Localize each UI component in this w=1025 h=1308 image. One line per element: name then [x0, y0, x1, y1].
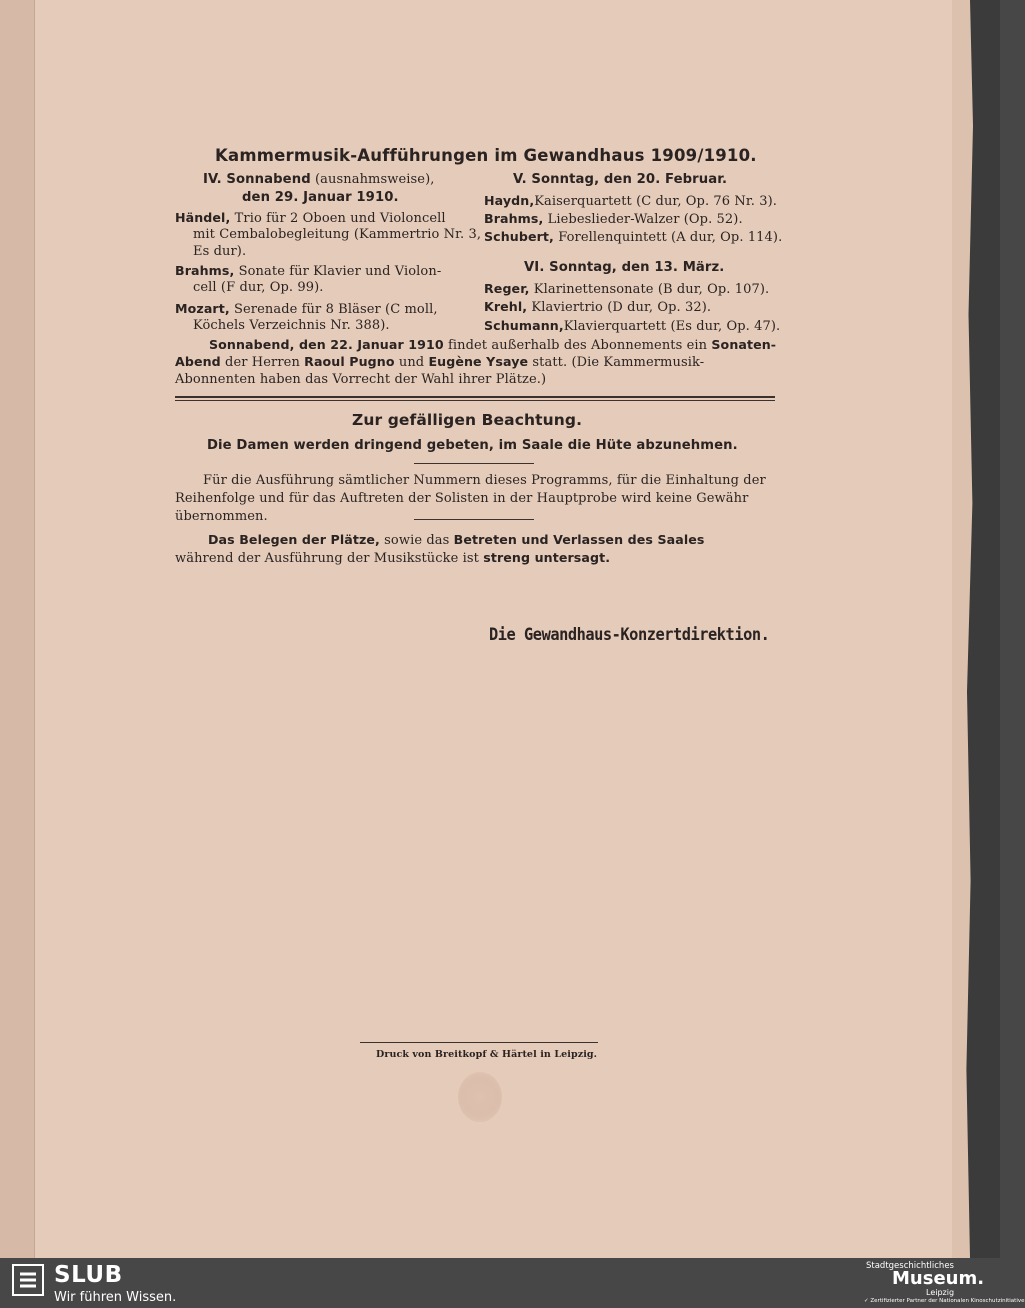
seats-text: sowie das — [384, 533, 450, 548]
performer-ysaye: Eugène Ysaye — [428, 354, 529, 369]
concert-v-item-2 — [484, 210, 743, 229]
work-text: Klavierquartett (Es dur, Op. 47). — [563, 319, 781, 334]
composer-haendel: Händel, — [175, 210, 231, 225]
seats-bold: Das Belegen der Plätze, — [208, 532, 380, 547]
notice-liability-line-1: Für die Ausführung sämtlicher Nummern dieses Programms, für die Einhaltung der — [203, 473, 766, 488]
concert-iv-heading-note: (ausnahmsweise), — [315, 172, 435, 187]
work-text: Klarinettensonate (B dur, Op. 107). — [533, 282, 770, 297]
concert-v-heading: V. Sonntag, den 20. Februar. — [513, 172, 728, 187]
concert-iv-heading — [203, 171, 435, 189]
notice-seats-line-2 — [175, 549, 610, 568]
seats-bold: Betreten und Verlassen des Saales — [453, 532, 705, 547]
notice-hats: Die Damen werden dringend gebeten, im Saale die Hüte abzunehmen. — [207, 438, 738, 453]
composer-reger: Reger, — [484, 281, 530, 296]
performer-pugno: Raoul Pugno — [304, 354, 395, 369]
sonata-date: Sonnabend, den 22. Januar 1910 — [209, 337, 444, 352]
composer-brahms: Brahms, — [484, 211, 544, 226]
sonata-title: Abend — [175, 354, 221, 369]
concert-vi-item-3 — [484, 317, 780, 336]
sonata-title: Sonaten- — [711, 337, 777, 352]
work-text: mit Cembalobegleitung (Kammertrio Nr. 3, — [193, 227, 482, 242]
notice-seats-line-1 — [208, 531, 704, 550]
sonata-note-line-2 — [175, 353, 704, 372]
concert-iv-date: den 29. Januar 1910. — [242, 190, 399, 205]
sonata-text: findet außerhalb des Abonnements ein — [447, 338, 708, 353]
work-text: Sonate für Klavier und Violon- — [238, 264, 442, 279]
notice-liability-line-3: übernommen. — [175, 509, 268, 524]
concert-v-item-1 — [484, 192, 777, 211]
sonata-text: und — [398, 355, 425, 370]
museum-top-line: Stadtgeschichtliches — [866, 1261, 954, 1271]
composer-schumann: Schumann, — [484, 318, 564, 333]
sonata-text: statt. (Die Kammermusik- — [532, 355, 705, 370]
notice-title: Zur gefälligen Beachtung. — [352, 411, 583, 429]
sonata-text: der Herren — [225, 355, 300, 370]
programme-title: Kammermusik-Aufführungen im Gewandhaus 1909/1910. — [215, 146, 757, 165]
museum-logo[interactable]: Museum. — [892, 1268, 985, 1289]
divider-rule — [175, 396, 775, 398]
imprint-rule — [360, 1042, 598, 1043]
work-text: cell (F dur, Op. 99). — [193, 280, 324, 295]
divider-rule — [175, 400, 775, 401]
concert-iv-heading-day: IV. Sonnabend — [203, 172, 311, 187]
work-text: Trio für 2 Oboen und Violoncell — [234, 211, 446, 226]
seats-bold: streng untersagt. — [483, 550, 611, 565]
slub-logo-icon[interactable] — [12, 1264, 44, 1296]
printer-imprint: Druck von Breitkopf & Härtel in Leipzig. — [376, 1049, 598, 1060]
concert-vi-item-2 — [484, 298, 711, 317]
work-text: Köchels Verzeichnis Nr. 388). — [193, 318, 390, 333]
slub-name[interactable]: SLUB — [54, 1262, 123, 1288]
embossed-stamp — [458, 1072, 502, 1122]
work-text: Serenade für 8 Bläser (C moll, — [233, 302, 438, 317]
concert-vi-item-1 — [484, 280, 769, 299]
work-text: Kaiserquartett (C dur, Op. 76 Nr. 3). — [534, 194, 778, 209]
sonata-note-line-3: Abonnenten haben das Vorrecht der Wahl ihrer Plätze.) — [175, 372, 547, 387]
work-text: Es dur). — [193, 244, 247, 259]
concert-vi-heading: VI. Sonntag, den 13. März. — [524, 260, 725, 275]
concert-v-item-3 — [484, 228, 782, 247]
notice-liability-line-2: Reihenfolge und für das Auftreten der Solisten in der Hauptprobe wird keine Gewähr — [175, 491, 749, 506]
seats-text: während der Ausführung der Musikstücke ist — [175, 551, 480, 566]
work-text: Forellenquintett (A dur, Op. 114). — [558, 230, 783, 245]
short-rule — [414, 519, 534, 520]
museum-city: Leipzig — [926, 1288, 955, 1297]
work-text: Klaviertrio (D dur, Op. 32). — [531, 300, 712, 315]
composer-mozart: Mozart, — [175, 301, 230, 316]
composer-haydn: Haydn, — [484, 193, 535, 208]
work-text: Liebeslieder-Walzer (Op. 52). — [547, 212, 743, 227]
composer-brahms: Brahms, — [175, 263, 235, 278]
signature: Die Gewandhaus-Konzertdirektion. — [489, 625, 770, 645]
short-rule — [414, 463, 534, 464]
composer-krehl: Krehl, — [484, 299, 528, 314]
composer-schubert: Schubert, — [484, 229, 554, 244]
slub-tagline: Wir führen Wissen. — [54, 1290, 177, 1305]
museum-note: ✓ Zertifizierter Partner der Nationalen Kinoschutzinitiative — [864, 1298, 1025, 1304]
